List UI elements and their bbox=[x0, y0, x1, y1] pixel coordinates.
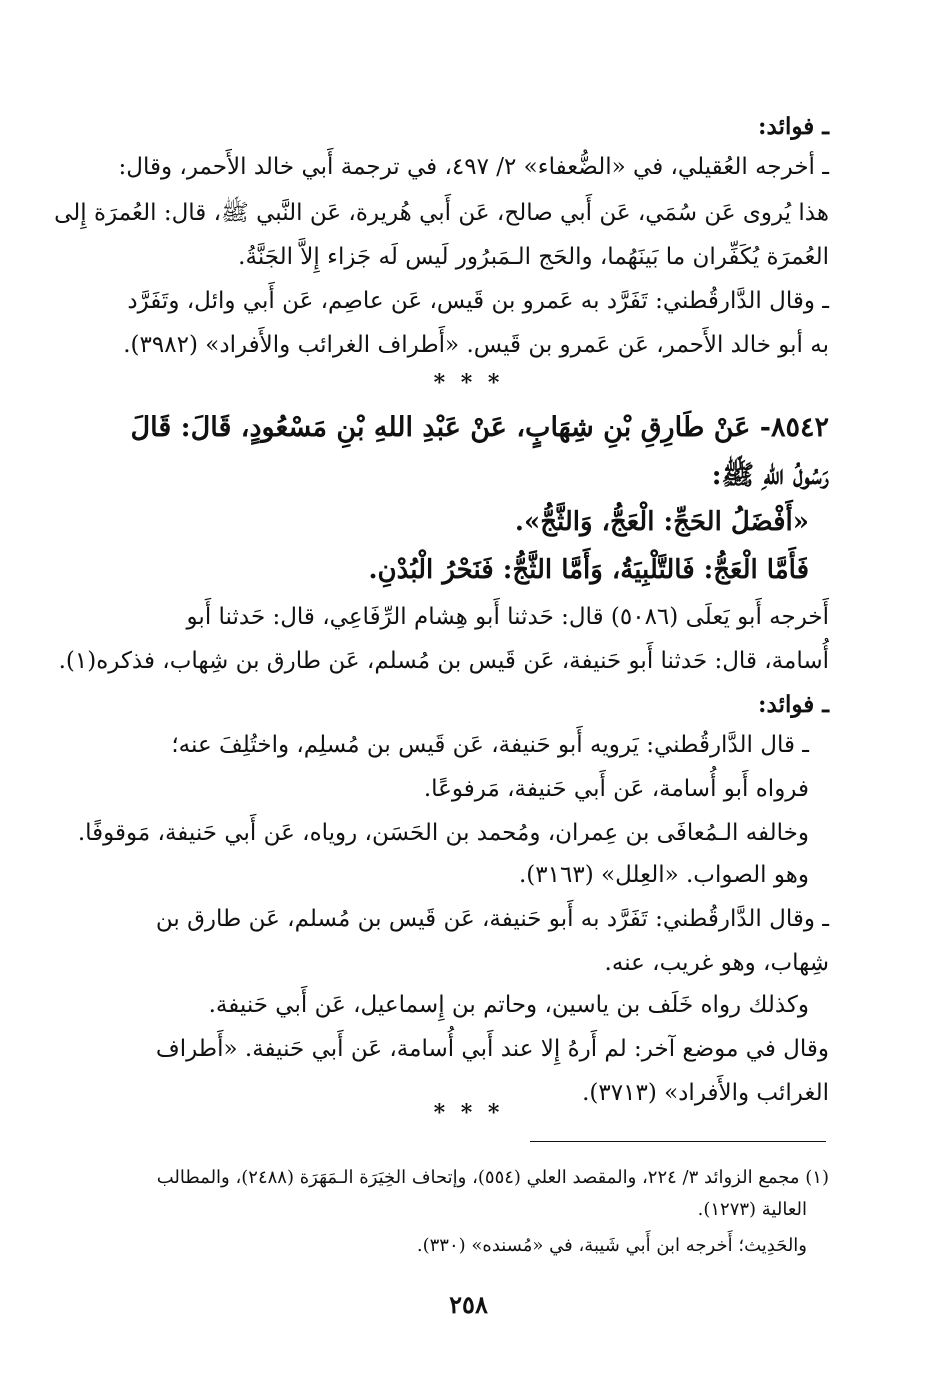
hadith-matn-line: «أَفْضَلُ الحَجِّ: الْعَجُّ، وَالثَّجُّ». bbox=[514, 507, 809, 537]
text-line: ـ قال الدَّارقُطني: يَرويه أَبو حَنيفة، عَن قَيس بن مُسلِم، واختُلِفَ عنه؛ bbox=[171, 732, 809, 758]
text-line: وخالفه الـمُعافَى بن عِمران، ومُحمد بن الحَسَن، روياه، عَن أَبي حَنيفة، مَوقوفًا. bbox=[77, 820, 809, 846]
hadith-matn-line: فَأَمَّا الْعَجُّ: فَالتَّلْبِيَةُ، وَأَمَّا الثَّجُّ: فَنَحْرُ الْبُدْنِ. bbox=[368, 555, 809, 585]
footnote-divider bbox=[530, 1141, 826, 1142]
takhrij-line: أُسامة، قال: حَدثنا أَبو حَنيفة، عَن قَيس بن مُسلم، عَن طارق بن شِهاب، فذكره(١). bbox=[58, 648, 829, 674]
section-heading-fawaid-1: ـ فوائد: bbox=[758, 113, 829, 140]
text-line: ـ أخرجه العُقيلي، في «الضُّعفاء» ٢/ ٤٩٧، في ترجمة أَبي خالد الأَحمر، وقال: bbox=[118, 154, 829, 180]
text-line: وقال في موضع آخر: لم أَرهُ إِلا عند أَبي أُسامة، عَن أَبي حَنيفة. «أَطراف bbox=[155, 1036, 829, 1062]
text-line: هذا يُروى عَن سُمَي، عَن أَبي صالح، عَن أَبي هُريرة، عَن النَّبي ﷺ، قال: العُمرَة إِلى bbox=[54, 200, 829, 226]
text-line: وهو الصواب. «العِلل» (٣١٦٣). bbox=[519, 862, 809, 888]
footnote-line: والحَدِيث؛ أَخرجه ابن أَبي شَيبة، في «مُسنده» (٣٣٠). bbox=[416, 1235, 807, 1256]
text-line: فرواه أَبو أُسامة، عَن أَبي حَنيفة، مَرفوعًا. bbox=[423, 776, 809, 802]
footnote-line: (١) مجمع الزوائد ٣/ ٢٢٤، والمقصد العلي (٥٥٤)، وإتحاف الخِيَرَة الـمَهَرَة (٢٤٨٨)، والمطالب bbox=[156, 1167, 829, 1188]
text-line: ـ وقال الدَّارقُطني: تَفَرَّد به عَمرو بن قَيس، عَن عاصِم، عَن أَبي وائل، وتَفَرَّد bbox=[127, 288, 829, 314]
section-separator: * * * bbox=[433, 370, 504, 396]
text-line: ـ وقال الدَّارقُطني: تَفَرَّد به أَبو حَنيفة، عَن قَيس بن مُسلم، عَن طارق بن bbox=[155, 906, 829, 932]
takhrij-line: أَخرجه أَبو يَعلَى (٥٠٨٦) قال: حَدثنا أَبو هِشام الرِّفَاعِي، قال: حَدثنا أَبو bbox=[186, 604, 829, 630]
page-number: ٢٥٨ bbox=[449, 1290, 488, 1319]
text-line: وكذلك رواه خَلَف بن ياسين، وحاتم بن إِسماعيل، عَن أَبي حَنيفة. bbox=[208, 992, 809, 1018]
hadith-isnad-line: رَسُولُ اللهِ ﷺ: bbox=[711, 460, 829, 491]
section-separator: * * * bbox=[433, 1100, 504, 1126]
footnote-line: العالية (١٢٧٣). bbox=[697, 1199, 807, 1220]
hadith-isnad-line: ٨٥٤٢- عَنْ طَارِقِ بْنِ شِهَابٍ، عَنْ عَبْدِ اللهِ بْنِ مَسْعُودٍ، قَالَ: قَالَ bbox=[130, 412, 829, 443]
text-line: شِهاب، وهو غريب، عنه. bbox=[604, 950, 829, 976]
text-line: به أبو خالد الأَحمر، عَن عَمرو بن قَيس. «أَطراف الغرائب والأَفراد» (٣٩٨٢). bbox=[123, 332, 829, 358]
text-line: الغرائب والأَفراد» (٣٧١٣). bbox=[582, 1080, 829, 1106]
text-line: العُمرَة يُكَفِّران ما بَينَهُما، والحَج الـمَبرُور لَيس لَه جَزاء إِلاَّ الجَنَّةُ. bbox=[238, 244, 829, 270]
section-heading-fawaid-2: ـ فوائد: bbox=[758, 691, 829, 718]
